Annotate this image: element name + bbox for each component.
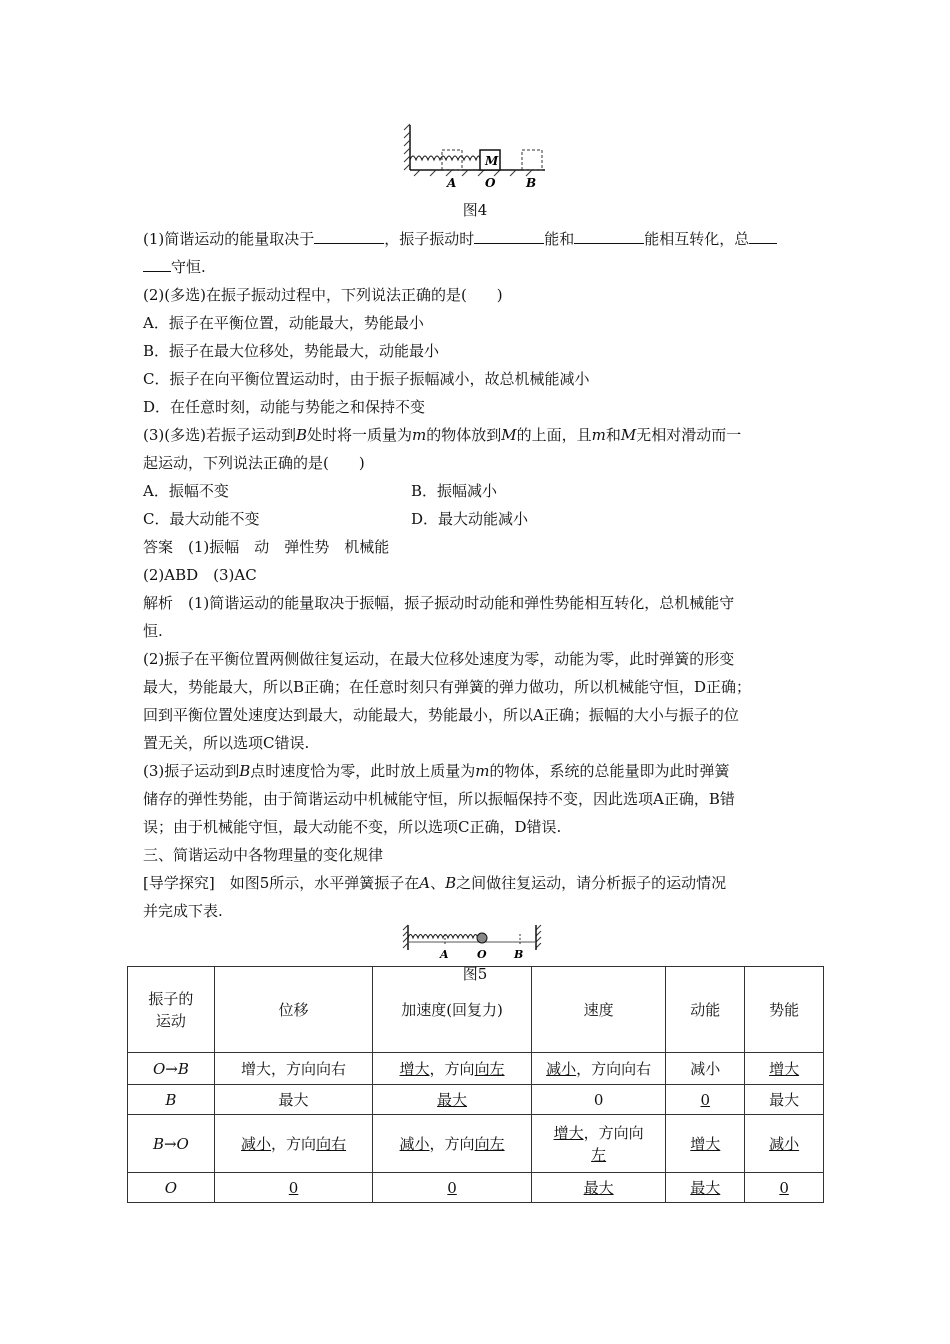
answer-line2: (2)ABD (3)AC xyxy=(143,566,257,584)
row1-pe-val: 增大 xyxy=(769,1059,800,1078)
header-motion xyxy=(128,967,215,1053)
row1-vel-a: 减小 xyxy=(546,1059,577,1078)
q2-option-d: D．在任意时刻，动能与势能之和保持不变 xyxy=(143,398,426,416)
guide-text: 、 xyxy=(430,874,446,892)
fig5-label-o: O xyxy=(477,948,487,961)
row4-disp xyxy=(214,1173,373,1203)
row3-vel xyxy=(531,1115,666,1173)
row3-motion: B→O xyxy=(128,1115,215,1173)
q1-part3: 能和 xyxy=(544,230,575,248)
row4-motion: O xyxy=(128,1173,215,1203)
q1-blank-3[interactable] xyxy=(574,229,644,244)
header-motion-line2: 运动 xyxy=(155,1011,186,1030)
q2-option-b: B．振子在最大位移处，势能最大，动能最小 xyxy=(143,342,440,360)
analysis-line: (2)振子在平衡位置两侧做往复运动，在最大位移处速度为零，动能为零，此时弹簧的形变 xyxy=(143,650,735,668)
analysis-var-b: B xyxy=(239,762,251,780)
row3-disp-a: 减小 xyxy=(241,1134,272,1153)
fig4-label-a: A xyxy=(447,176,457,190)
row1-acc-a: 增大 xyxy=(399,1059,430,1078)
header-potential-energy: 势能 xyxy=(745,967,824,1053)
header-acceleration: 加速度(回复力) xyxy=(373,967,532,1053)
analysis-line: 最大，势能最大，所以B正确；在任意时刻只有弹簧的弹力做功，所以机械能守恒，D正确； xyxy=(143,678,752,696)
fig5-caption: 图5 xyxy=(462,965,488,983)
row2-ke xyxy=(666,1085,745,1115)
header-velocity: 速度 xyxy=(531,967,666,1053)
q2-stem: (2)(多选)在振子振动过程中，下列说法正确的是( ) xyxy=(143,286,503,304)
row3-acc xyxy=(373,1115,532,1173)
row4-vel xyxy=(531,1173,666,1203)
table-row xyxy=(128,1173,824,1203)
motion-table xyxy=(127,966,824,1203)
section3-guide-line2: 并完成下表. xyxy=(143,902,223,920)
fig4-label-o: O xyxy=(485,176,496,190)
row3-ke-val: 增大 xyxy=(690,1134,721,1153)
fig4-label-m: M xyxy=(485,154,499,168)
q1-blank-4b[interactable] xyxy=(143,257,171,272)
analysis-line: 误；由于机械能守恒，最大动能不变，所以选项C正确，D错误. xyxy=(143,818,562,836)
table-row xyxy=(128,1115,824,1173)
q3-text: 和 xyxy=(605,426,621,444)
row3-disp-b: ，方向 xyxy=(271,1134,317,1153)
row4-ke-val: 最大 xyxy=(690,1178,721,1197)
row4-disp-val: 0 xyxy=(288,1178,299,1197)
row2-disp: 最大 xyxy=(214,1085,373,1115)
row4-pe xyxy=(745,1173,824,1203)
q3-var-m: m xyxy=(591,426,606,444)
analysis-line: 恒. xyxy=(143,622,163,640)
analysis-line: 回到平衡位置处速度达到最大，动能最大，势能最小，所以A正确；振幅的大小与振子的位 xyxy=(143,706,739,724)
q3-text: 无相对滑动而一 xyxy=(636,426,742,444)
q1-part1: (1)简谐运动的能量取决于 xyxy=(143,230,315,248)
q3-option-b: B．振幅减小 xyxy=(411,482,498,500)
analysis-var-m: m xyxy=(475,762,490,780)
row2-vel: 0 xyxy=(531,1085,666,1115)
analysis-line: 储存的弹性势能，由于简谐运动中机械能守恒，所以振幅保持不变，因此选项A正确，B错 xyxy=(143,790,735,808)
analysis-text: 点时速度恰为零，此时放上质量为 xyxy=(250,762,476,780)
row3-disp-c: 向右 xyxy=(316,1134,347,1153)
analysis-line: 置无关，所以选项C错误. xyxy=(143,734,310,752)
row3-vel-3: 左 xyxy=(591,1145,607,1164)
q2-option-a: A．振子在平衡位置，动能最大，势能最小 xyxy=(143,314,424,332)
q1-blank-4a[interactable] xyxy=(749,229,777,244)
row1-pe xyxy=(745,1053,824,1085)
guide-text: [导学探究] 如图5所示，水平弹簧振子在 xyxy=(143,874,420,892)
q3-text: 的物体放到 xyxy=(426,426,502,444)
q3-var-M: M xyxy=(501,426,517,444)
q3-line1 xyxy=(143,425,741,445)
q3-line2: 起运动，下列说法正确的是( ) xyxy=(143,454,365,472)
row2-pe: 最大 xyxy=(745,1085,824,1115)
row4-vel-val: 最大 xyxy=(583,1178,614,1197)
guide-text: 之间做往复运动，请分析振子的运动情况 xyxy=(456,874,727,892)
row2-acc-val: 最大 xyxy=(437,1090,468,1109)
analysis-line xyxy=(143,761,730,781)
row1-disp: 增大，方向向右 xyxy=(214,1053,373,1085)
row1-acc-c: 向左 xyxy=(474,1059,505,1078)
q1-blank-1[interactable] xyxy=(314,229,384,244)
header-motion-line1: 振子的 xyxy=(148,989,194,1008)
row2-ke-val: 0 xyxy=(700,1090,711,1109)
q1-line1 xyxy=(143,229,777,249)
section3-guide xyxy=(143,873,726,893)
row1-motion: O→B xyxy=(128,1053,215,1085)
q3-option-c: C．最大动能不变 xyxy=(143,510,260,528)
q3-var-b: B xyxy=(295,426,307,444)
q3-option-a: A．振幅不变 xyxy=(143,482,229,500)
row2-motion: B xyxy=(128,1085,215,1115)
row3-acc-b: ，方向 xyxy=(429,1134,475,1153)
row3-vel-2: ，方向向 xyxy=(583,1123,644,1142)
table-row xyxy=(128,1053,824,1085)
answer-line1: 答案 (1)振幅 动 弹性势 机械能 xyxy=(143,538,390,556)
q3-option-d: D．最大动能减小 xyxy=(411,510,529,528)
row3-ke xyxy=(666,1115,745,1173)
fig5-label-b: B xyxy=(514,948,524,961)
guide-var-a: A xyxy=(419,874,431,892)
figure-4-spring-oscillator xyxy=(400,120,550,195)
q2-option-c: C．振子在向平衡位置运动时，由于振子振幅减小，故总机械能减小 xyxy=(143,370,590,388)
q3-text: 的上面，且 xyxy=(516,426,592,444)
table-header-row xyxy=(128,967,824,1053)
q1-part2: ，振子振动时 xyxy=(384,230,475,248)
row1-acc xyxy=(373,1053,532,1085)
figure-5-spring-oscillator xyxy=(402,922,547,962)
q3-var-M: M xyxy=(620,426,637,444)
row4-ke xyxy=(666,1173,745,1203)
row3-acc-a: 减小 xyxy=(399,1134,430,1153)
analysis-text: 的物体，系统的总能量即为此时弹簧 xyxy=(489,762,730,780)
row2-acc xyxy=(373,1085,532,1115)
row3-vel-1: 增大 xyxy=(553,1123,584,1142)
row1-acc-b: ，方向 xyxy=(429,1059,475,1078)
row3-disp xyxy=(214,1115,373,1173)
guide-var-b: B xyxy=(445,874,457,892)
q1-blank-2[interactable] xyxy=(474,229,544,244)
row3-pe xyxy=(745,1115,824,1173)
row1-ke: 减小 xyxy=(666,1053,745,1085)
section3-title: 三、简谐运动中各物理量的变化规律 xyxy=(143,846,384,864)
row4-acc-val: 0 xyxy=(447,1178,457,1197)
row4-acc xyxy=(373,1173,532,1203)
fig5-label-a: A xyxy=(440,948,449,961)
q1-line2 xyxy=(143,257,206,277)
row3-pe-val: 减小 xyxy=(769,1134,800,1153)
row1-vel xyxy=(531,1053,666,1085)
table-row xyxy=(128,1085,824,1115)
q1-part5: 守恒. xyxy=(171,258,206,276)
fig4-caption: 图4 xyxy=(462,201,488,219)
q3-text: 处时将一质量为 xyxy=(306,426,412,444)
fig4-label-b: B xyxy=(526,176,537,190)
header-displacement: 位移 xyxy=(214,967,373,1053)
analysis-line: 解析 (1)简谐运动的能量取决于振幅，振子振动时动能和弹性势能相互转化，总机械能守 xyxy=(143,594,735,612)
q1-part4: 能相互转化，总 xyxy=(644,230,750,248)
q3-var-m: m xyxy=(412,426,427,444)
row4-pe-val: 0 xyxy=(779,1178,789,1197)
analysis-text: (3)振子运动到 xyxy=(143,762,240,780)
q3-text: (3)(多选)若振子运动到 xyxy=(143,426,296,444)
row1-vel-b: ，方向向右 xyxy=(576,1059,652,1078)
header-kinetic-energy: 动能 xyxy=(666,967,745,1053)
row3-acc-c: 向左 xyxy=(474,1134,505,1153)
